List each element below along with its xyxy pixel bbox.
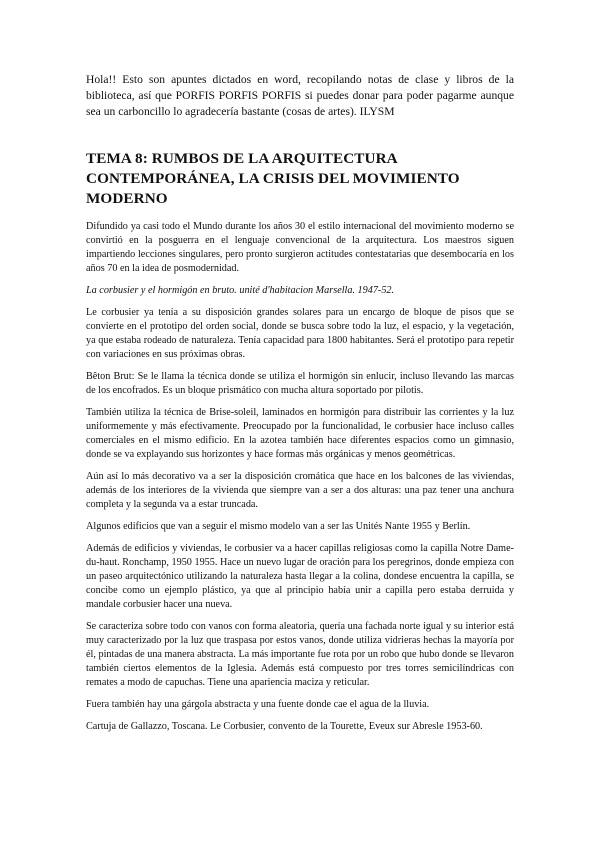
paragraph: Le corbusier ya tenía a su disposición grandes solares para un encargo de bloque de pisos que se convierte en el prototipo del orden social, donde se busca sobre todo la luz, el espacio, y la vegetación, ya que estaba rodeado de naturaleza. Tenía capacidad para 1800 habitantes. Será el prototipo para repetir con variaciones en sus próximas obras. bbox=[86, 307, 514, 360]
paragraph: Aún así lo más decorativo va a ser la disposición cromática que hace en los balcones de las viviendas, además de los interiores de la vivienda que siempre van a ser a dos alturas: una paz tener una anchura completa y la segunda va a estar truncada. bbox=[86, 471, 514, 510]
paragraph: Bêton Brut: Se le llama la técnica donde se utiliza el hormigón sin enlucir, incluso llevando las marcas de los encofrados. Es un bloque prismático con mucha altura soportado por pilotis. bbox=[86, 371, 514, 396]
document-body bbox=[86, 220, 514, 742]
paragraph: Algunos edificios que van a seguir el mismo modelo van a ser las Unités Nante 1955 y Berlín. bbox=[86, 521, 471, 532]
page-title: TEMA 8: RUMBOS DE LA ARQUITECTURA CONTEMPORÁNEA, LA CRISIS DEL MOVIMIENTO MODERNO bbox=[86, 150, 460, 207]
paragraph: También utiliza la técnica de Brise-soleil, laminados en hormigón para distribuir las corrientes y la luz uniformemente y más efectivamente. Preocupado por la funcionalidad, le corbusier hace incluso calles comerciales en el mismo edificio. En la azotea también hace diferentes espacios como un gimnasio, donde se va explayando sus horizontes y hace formas más orgánicas y menos geométricas. bbox=[86, 407, 514, 460]
paragraph: Fuera también hay una gárgola abstracta y una fuente donde cae el agua de la lluvia. bbox=[86, 699, 430, 710]
paragraph: Cartuja de Gallazzo, Toscana. Le Corbusier, convento de la Tourette, Eveux sur Abresle 1953-60. bbox=[86, 721, 483, 732]
paragraph: Además de edificios y viviendas, le corbusier va a hacer capillas religiosas como la capilla Notre Dame-du-haut. Ronchamp, 1950 1955. Hace un nuevo lugar de oración para los peregrinos, donde empieza con un paseo arquitectónico utilizando la naturaleza hasta llegar a la colina, dondese encuentra la capilla, se concibe como un ejemplo plástico, ya que al principio había unir a capilla pero estaba derruida y mandale corbusier hacer una nueva. bbox=[86, 543, 514, 610]
paragraph: Se caracteriza sobre todo con vanos con forma aleatoria, quería una fachada norte igual y su interior está muy caracterizado por la luz que traspasa por estos vanos, donde utiliza vidrieras hechas la mayoría por él, pintadas de una manera abstracta. La más importante fue rota por un robo que hubo donde se llevaron también ciertos elementos de la Iglesia. Además está compuesto por tres torres semicilíndricas con remates a modo de capuchas. Tiene una apariencia maciza y reticular. bbox=[86, 621, 514, 688]
intro-note: Hola!! Esto son apuntes dictados en word, recopilando notas de clase y libros de la biblioteca, así que PORFIS PORFIS PORFIS si puedes donar para poder pagarme aunque sea un carboncillo lo agradecería bastante (cosas de artes). ILYSM bbox=[86, 73, 514, 118]
paragraph: Difundido ya casi todo el Mundo durante los años 30 el estilo internacional del movimiento moderno se convirtió en la posguerra en el lenguaje convencional de la arquitectura. Los maestros siguen impartiendo lecciones singulares, pero pronto surgieron actitudes contestatarias que desembocaría en los años 70 en la idea de posmodernidad. bbox=[86, 221, 514, 274]
subheading: La corbusier y el hormigón en bruto. unité d'habitacion Marsella. 1947-52. bbox=[86, 285, 395, 296]
